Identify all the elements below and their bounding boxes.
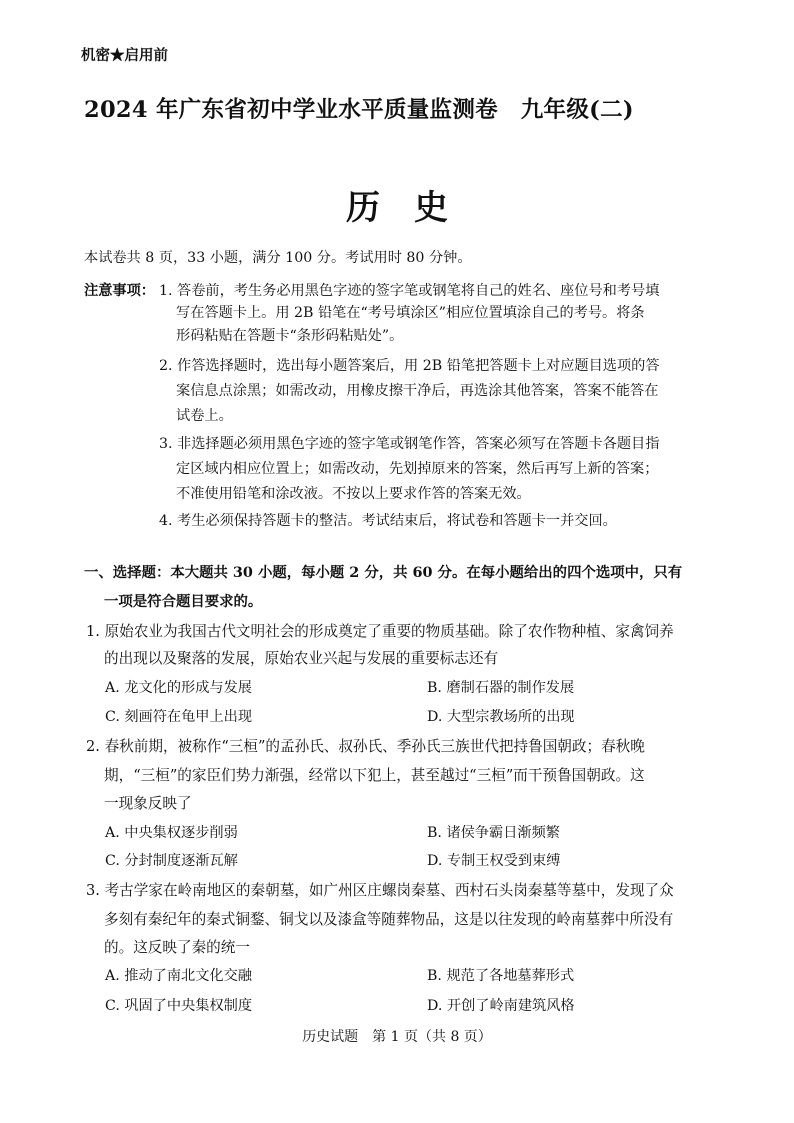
question-3-stem: 3. 考古学家在岭南地区的秦朝墓，如广州区庄螺岗秦墓、西村石头岗秦墓等墓中，发现了众 xyxy=(86,882,674,899)
question-2-option-c: C. 分封制度逐渐瓦解 xyxy=(105,853,238,869)
notice-line: 1. 答卷前，考生务必用黑色字迹的签字笔或钢笔将自己的姓名、座位号和考号填 xyxy=(159,283,660,299)
question-3-option-b: B. 规范了各地墓葬形式 xyxy=(427,968,575,984)
subject-title: 历史 xyxy=(346,188,482,228)
question-3-option-d: D. 开创了岭南建筑风格 xyxy=(427,998,575,1014)
question-1-option-b: B. 磨制石器的制作发展 xyxy=(427,680,575,696)
confidential-mark: 机密★启用前 xyxy=(81,47,168,64)
question-1-stem: 1. 原始农业为我国古代文明社会的形成奠定了重要的物质基础。除了农作物种植、家禽饲养 xyxy=(86,623,674,640)
question-2-stem: 期，“三桓”的家臣们势力渐强，经常以下犯上，甚至越过“三桓”而干预鲁国朝政。这 xyxy=(104,767,645,784)
notice-label: 注意事项： xyxy=(84,283,155,299)
question-3-option-c: C. 巩固了中央集权制度 xyxy=(105,998,253,1014)
notice-line: 试卷上。 xyxy=(176,408,233,424)
question-3-stem: 的。这反映了秦的统一 xyxy=(104,939,250,956)
notice-line: 2. 作答选择题时，选出每小题答案后，用 2B 铅笔把答题卡上对应题目选项的答 xyxy=(159,358,660,374)
notice-line: 写在答题卡上。用 2B 铅笔在“考号填涂区”相应位置填涂自己的考号。将条 xyxy=(176,305,645,321)
notice-line: 4. 考生必须保持答题卡的整洁。考试结束后，将试卷和答题卡一并交回。 xyxy=(159,513,617,529)
exam-title: 2024 年广东省初中学业水平质量监测卷 九年级(二) xyxy=(84,97,634,123)
question-3-stem: 多刻有秦纪年的秦式铜鍪、铜戈以及漆盒等随葬物品，这是以往发现的岭南墓葬中所没有 xyxy=(104,911,674,928)
question-2-stem: 一现象反映了 xyxy=(104,795,192,812)
notice-line: 案信息点涂黑；如需改动，用橡皮擦干净后，再选涂其他答案，答案不能答在 xyxy=(176,383,659,399)
notice-line: 3. 非选择题必须用黑色字迹的签字笔或钢笔作答，答案必须写在答题卡各题目指 xyxy=(159,436,660,452)
exam-intro: 本试卷共 8 页，33 小题，满分 100 分。考试用时 80 分钟。 xyxy=(84,250,472,266)
question-2-option-a: A. 中央集权逐步削弱 xyxy=(105,825,238,841)
question-2-option-b: B. 诸侯争霸日渐频繁 xyxy=(427,825,560,841)
notice-line: 形码粘贴在答题卡“条形码粘贴处”。 xyxy=(176,328,404,344)
page-footer: 历史试题 第 1 页（共 8 页） xyxy=(302,1029,492,1045)
notice-line: 定区域内相应位置上；如需改动，先划掉原来的答案，然后再写上新的答案； xyxy=(176,461,659,477)
notice-line: 不准使用铅笔和涂改液。不按以上要求作答的答案无效。 xyxy=(176,486,531,502)
question-3-option-a: A. 推动了南北文化交融 xyxy=(105,968,252,984)
question-1-option-d: D. 大型宗教场所的出现 xyxy=(427,709,575,725)
question-2-stem: 2. 春秋前期，被称作“三桓”的孟孙氏、叔孙氏、季孙氏三族世代把持鲁国朝政；春秋晚 xyxy=(86,738,645,755)
question-2-option-d: D. 专制王权受到束缚 xyxy=(427,853,561,869)
section-heading: 一项是符合题目要求的。 xyxy=(104,593,263,610)
section-heading: 一、选择题：本大题共 30 小题，每小题 2 分，共 60 分。在每小题给出的四个选项中，只有 xyxy=(84,564,683,581)
question-1-option-c: C. 刻画符在龟甲上出现 xyxy=(105,709,253,725)
question-1-stem: 的出现以及聚落的发展，原始农业兴起与发展的重要标志还有 xyxy=(104,650,499,667)
question-1-option-a: A. 龙文化的形成与发展 xyxy=(105,680,252,696)
